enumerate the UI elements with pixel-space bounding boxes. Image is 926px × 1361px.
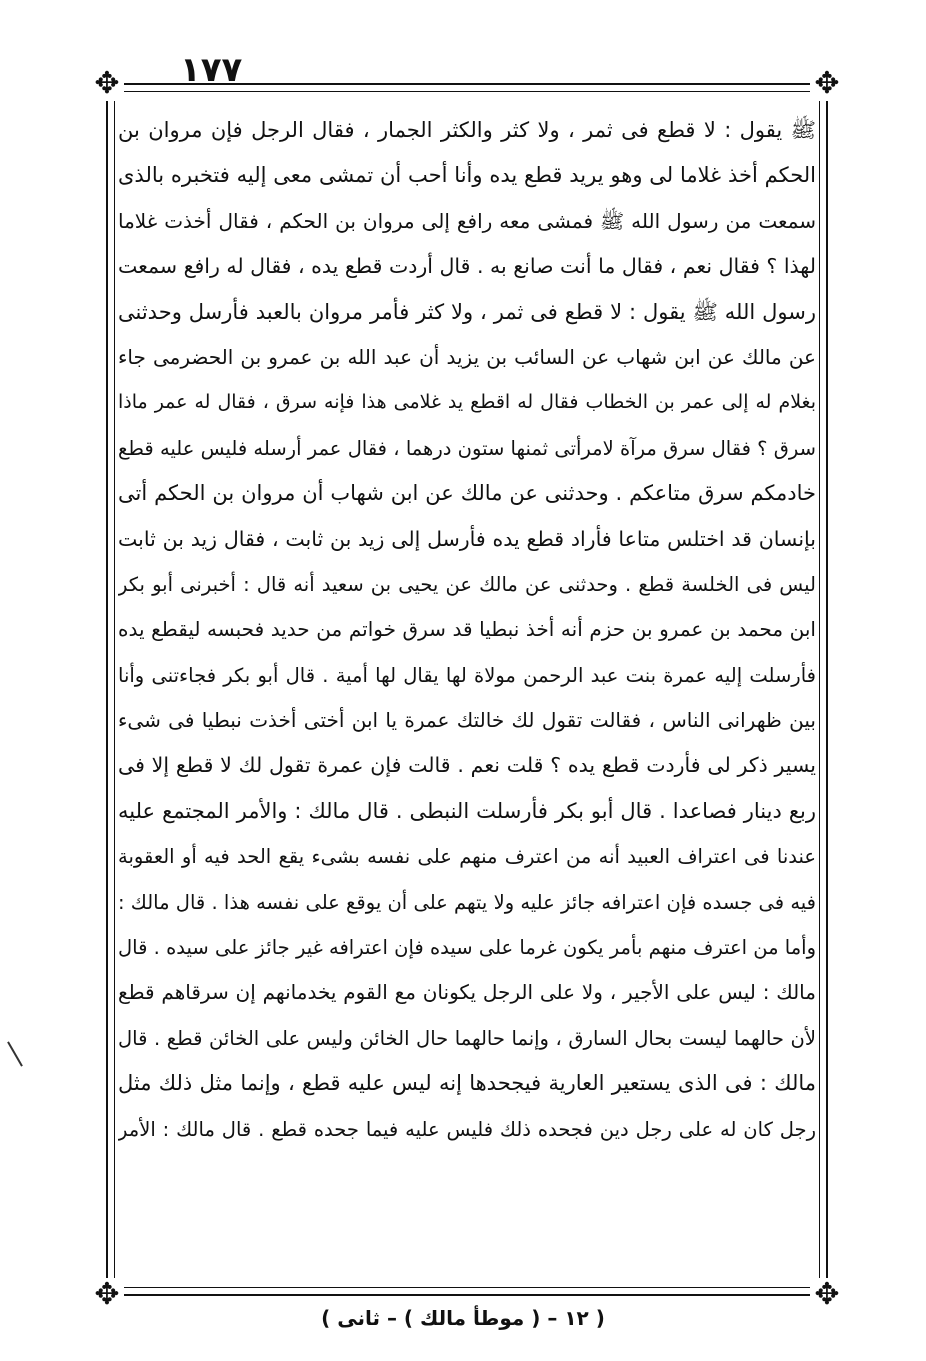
corner-ornament-icon: ✥ bbox=[810, 1278, 844, 1312]
text-line: سمعت من رسول الله ﷺ فمشى معه رافع إلى مروان بن الحكم ، فقال أخذت غلاما bbox=[118, 208, 816, 233]
text-line: مالك : ليس على الأجير ، ولا على الرجل يكونان مع القوم يخدمانهم إن سرقاهم قطع bbox=[118, 980, 816, 1005]
corner-ornament-icon: ✥ bbox=[90, 67, 124, 101]
text-line: عندنا فى اعتراف العبيد أنه من اعترف منهم على نفسه بشىء يقع الحد فيه أو العقوبة bbox=[118, 845, 816, 869]
corner-ornament-icon: ✥ bbox=[90, 1278, 124, 1312]
text-line: وأما من اعترف منهم بأمر يكون غرما على سيده فإن اعترافه غير جائز على سيده . قال bbox=[118, 936, 816, 960]
text-body bbox=[118, 108, 816, 1288]
page-number: ١٧٧ bbox=[180, 50, 243, 90]
text-line: ابن محمد بن عمرو بن حزم أنه أخذ نبطيا قد سرق خواتم من حديد فحبسه ليقطع يده bbox=[118, 617, 816, 642]
text-line: فيه فى جسده فإن اعترافه جائز عليه ولا يتهم على أن يوقع على نفسه هذا . قال مالك : bbox=[118, 890, 816, 914]
text-line: مالك : فى الذى يستعير العارية فيجحدها إنه ليس عليه قطع ، وإنما مثل ذلك مثل bbox=[118, 1071, 816, 1096]
text-line: يسير ذكر لى فأردت قطع يده ؟ قلت نعم . قالت فإن عمرة تقول لك لا قطع إلا فى bbox=[118, 753, 816, 778]
text-line: بغلام له إلى عمر بن الخطاب فقال له اقطع يد غلامى هذا فإنه سرق ، فقال له عمر ماذا bbox=[118, 391, 816, 414]
text-line: رجل كان له على رجل دين فجحده ذلك فليس عليه فيما جحده قطع . قال مالك : الأمر bbox=[118, 1117, 816, 1141]
text-line: رسول الله ﷺ يقول : لا قطع فى ثمر ، ولا كثر فأمر مروان بالعبد فأرسل وحدثنى bbox=[118, 299, 816, 324]
text-line: لهذا ؟ فقال نعم ، فقال ما أنت صانع به . قال أردت قطع يده ، فقال له رافع سمعت bbox=[118, 254, 816, 279]
text-line: الحكم أخذ غلاما لى وهو يريد قطع يده وأنا أحب أن تمشى معى إليه فتخبره بالذى bbox=[118, 163, 816, 188]
text-line: لأن حالهما ليست بحال السارق ، وإنما حالهما حال الخائن وليس على الخائن قطع . قال bbox=[118, 1026, 816, 1050]
corner-ornament-icon: ✥ bbox=[810, 67, 844, 101]
text-line: ليس فى الخلسة قطع . وحدثنى عن مالك عن يحيى بن سعيد أنه قال : أخبرنى أبو بكر bbox=[118, 572, 816, 596]
text-line: خادمكم سرق متاعكم . وحدثنى عن مالك عن ابن شهاب أن مروان بن الحكم أتى bbox=[118, 481, 816, 506]
text-line: فأرسلت إليه عمرة بنت عبد الرحمن مولاة لها يقال لها أمية . قال أبو بكر فجاءتنى وأنا bbox=[118, 663, 816, 687]
text-line: ﷺ يقول : لا قطع فى ثمر ، ولا كثر والكثر الجمار ، فقال الرجل فإن مروان بن bbox=[118, 118, 816, 142]
page-footer: ( ١٢ – ( موطأ مالك ) – ثانى ) bbox=[321, 1306, 605, 1330]
text-line: ربع دينار فصاعدا . قال أبو بكر فأرسلت النبطى . قال مالك : والأمر المجتمع عليه bbox=[118, 798, 816, 823]
text-line: سرق ؟ فقال سرق مرآة لامرأتى ثمنها ستون درهما ، فقال عمر أرسله فليس عليه قطع bbox=[118, 436, 816, 460]
text-line: عن مالك عن ابن شهاب عن السائب بن يزيد أن عبد الله بن عمرو بن الحضرمى جاء bbox=[118, 344, 816, 369]
text-line: بإنسان قد اختلس متاعا فأراد قطع يده فأرسل إلى زيد بن ثابت ، فقال زيد بن ثابت bbox=[118, 526, 816, 551]
scan-mark bbox=[7, 1041, 23, 1066]
text-line: بين ظهرانى الناس ، فقالت تقول لك خالتك عمرة يا ابن أختى أخذت نبطيا فى شىء bbox=[118, 708, 816, 733]
